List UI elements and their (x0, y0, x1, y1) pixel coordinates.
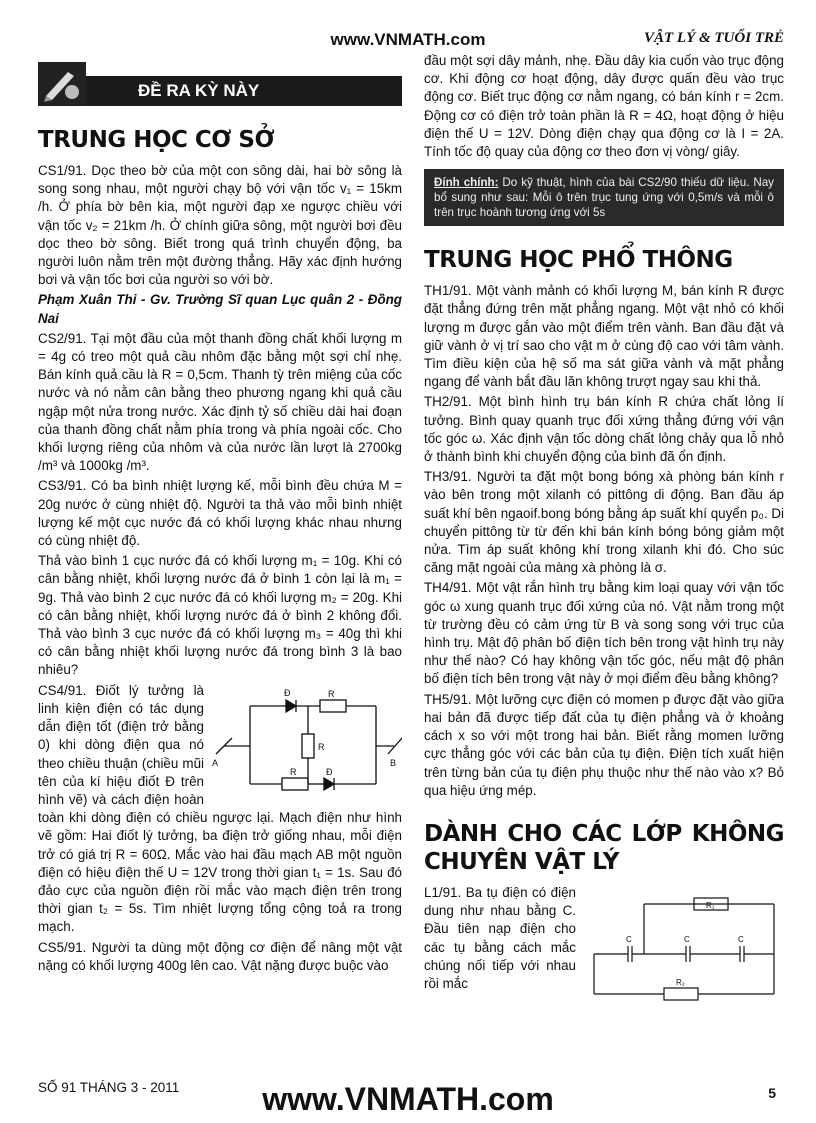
section-banner (38, 62, 402, 106)
problem-th4: TH4/91. Một vật rắn hình trụ bằng kim loại quay với vận tốc góc ω xung quanh trục đối xứng của nó. Vật nằm trong một từ trường đều có cảm ứng từ B và song song với trục của hình trụ. Mật độ phân bố điện tích bên trong vật hình trụ này như thế nào? Có hay không vận tốc góc, nếu mật độ phân bố điện tích bên trong vật này ở mọi điểm đều bằng không? (424, 580, 784, 687)
fig1-label-r-mid: R (318, 741, 325, 752)
problem-cs5: CS5/91. Người ta dùng một động cơ điện để nâng một vật nặng có khối lượng 400g lên cao. Vật nặng được buộc vào (38, 939, 402, 973)
erratum-text: Do kỹ thuật, hình của bài CS2/90 thiếu dữ liệu. Nay bổ sung như sau: Mỗi ô trên trục tung ứng với 0,5m/s và mỗi ô trên trục hoành tương ứng với 5s (434, 176, 774, 220)
fig2-label-c1: C (626, 934, 632, 944)
problem-th2: TH2/91. Một bình hình trụ bán kính R chứa chất lỏng lí tưởng. Bình quay quanh trục đối xứng thẳng đứng với vận tốc góc ω. Xác định vận tốc dòng chất lỏng chảy qua lỗ nhỏ ở thành bình khi chuyển động của bình đã ổn định. (424, 394, 784, 465)
capacitor-circuit-figure (584, 884, 784, 1009)
problem-th5: TH5/91. Một lưỡng cực điện có momen p được đặt vào giữa hai bản đã được tiếp đất của tụ điện phẳng và ở khoảng cách x so với một trong hai bản. Biết rằng momen lưỡng cực thẳng góc với các bản của tụ điện. Điện tích xuất hiện trên từng bản của tụ điện phụ thuộc như thế nào vào x? Bỏ qua hiệu ứng mép. (424, 691, 784, 798)
problem-cs2: CS2/91. Tại một đầu của một thanh đồng chất khối lượng m = 4g có treo một quả cầu nhôm đặc bằng một sợi chỉ nhẹ. Bán kính quả cầu là R = 0,5cm. Thanh tỳ trên miệng của cốc nước và nó nằm cân bằng theo phương ngang khi quả cầu ngập một nửa trong nước. Xác định tỷ số chiều dài hai đoạn của thanh đồng chất nằm phía trong và phía ngoài cốc. Cho khối lượng riêng của nhôm và của nước lần lượt là 2700kg /m³ và 1000kg /m³. (38, 330, 402, 474)
problem-th3: TH3/91. Người ta đặt một bong bóng xà phòng bán kính r vào bên trong một xilanh có pittông di động. Ban đầu áp suất khí bên ngaoif.bong bóng bằng áp suất khí quyển p₀. Di chuyển pittông từ từ đến khi bán kính bóng bóng giảm một nửa. Tìm áp suất không khí trong xilanh khi đó. Cho súc căng mặt ngoài của màng xà phòng là σ. (424, 469, 784, 576)
fig1-label-b: B (390, 757, 397, 768)
section-heading-thcs: TRUNG HỌC CƠ SỞ (38, 127, 275, 153)
problem-cs3-part1: CS3/91. Có ba bình nhiệt lượng kế, mỗi bình đều chứa M = 20g nước ở cùng nhiệt độ. Người ta thả vào mỗi bình nhiệt lượng kế một cục nước đá có khối lượng khác nhau nhưng có cùng nhiệt độ. (38, 478, 402, 549)
magazine-name: VẬT LÝ & TUỔI TRẺ (643, 30, 784, 46)
fig1-label-a: A (212, 757, 219, 768)
section-heading-non-specialized: DÀNH CHO CÁC LỚP KHÔNG CHUYÊN VẬT LÝ (424, 820, 784, 875)
fig1-label-r-bot: R (290, 766, 297, 777)
fig1-label-d-bot: Đ (326, 766, 333, 777)
fig2-label-c3: C (738, 934, 744, 944)
header-url: www.VNMATH.com (330, 30, 486, 49)
fig2-label-r2: R₂ (676, 977, 685, 987)
left-column (38, 52, 402, 977)
footer-url: www.VNMATH.com (262, 1081, 554, 1117)
section-heading-thpt: TRUNG HỌC PHỔ THÔNG (424, 247, 733, 274)
problem-l1: L1/91. Ba tụ điện có điện dung như nhau bằng C. Đầu tiên nạp điện cho các tụ bằng cách mắc chúng nối tiếp với nhau rồi mắc (424, 884, 576, 991)
fig1-label-r-top: R (328, 688, 335, 699)
erratum-key: Đính chính: (434, 176, 499, 190)
problem-cs3-part2: Thả vào bình 1 cục nước đá có khối lượng m₁ = 10g. Khi có cân bằng nhiệt, khối lượng nước đá ở bình 1 còn lại là m₁ = 9g. Thả vào bình 2 cục nước đá có khối lượng m₂ = 20g. Khi có cân bằng nhiệt, khối lượng nước đá ở bình 2 không đổi. Thả vào bình 3 cục nước đá có khối lượng m₃ = 40g thì khi có cân bằng nhiệt khối lượng nước đá trong bình 3 là bao nhiêu? (38, 553, 402, 678)
author-signature: Phạm Xuân Thi - Gv. Trường Sĩ quan Lục quân 2 - Đồng Nai (38, 292, 402, 326)
diode-circuit-figure (212, 684, 402, 804)
fig2-label-r1: R₁ (706, 900, 715, 910)
issue-info: SỐ 91 THÁNG 3 - 2011 (38, 1080, 180, 1095)
erratum-box (424, 169, 784, 226)
fig1-label-d-top: Đ (284, 687, 291, 698)
problem-th1: TH1/91. Một vành mảnh có khối lượng M, bán kính R được đặt thẳng đứng trên mặt phẳng ngang. Một vật nhỏ có khối lượng m được gắn vào một điểm trên vành. Ban đầu đặt và giữ vành ở vị trí sao cho vật m ở cùng độ cao với tâm vành. Tìm điều kiện của hệ số ma sát giữa vành và mặt phẳng ngang để vành bắt đầu lăn không trượt ngay sau khi thả. (424, 283, 784, 390)
banner-title: ĐỀ RA KỲ NÀY (86, 76, 402, 106)
fig2-label-c2: C (684, 934, 690, 944)
page-number: 5 (768, 1085, 776, 1101)
problem-cs4: CS4/91. Điốt lý tưởng là linh kiện điện có tác dụng dẫn điện tốt (điện trở bằng 0) khi dòng điện qua nó theo chiều thuận (chiều mũi tên của kí hiệu điốt Đ trên hình vẽ) và cách điện hoàn toàn khi dòng điện có chiều ngược lại. Mạch điện như hình vẽ gồm: Hai điốt lý tưởng, ba điện trở giống nhau, mỗi điện trở có giá trị R = 60Ω. Mắc vào hai đầu mạch AB một nguồn điện có hiệu điện thế U = 12V trong thời gian t₁ = 1s. Sau đó đảo cực của nguồn điện rồi mắc vào mạch điện trên trong thời gian t₂ = 5s. Tìm nhiệt lượng tổng cộng toả ra trong mạch. (38, 682, 402, 935)
problem-cs5-continued: đầu một sợi dây mảnh, nhẹ. Đầu dây kia cuốn vào trục động cơ. Khi động cơ hoạt động, dây được quấn đều vào trục động cơ. Biết trục động cơ nằm ngang, có bán kính r = 2cm. Động cơ có điện trở toàn phần là R = 4Ω, hoạt động ở hiệu điện thế U = 12V. Dòng điện chạy qua động cơ là I = 2A. Tính tốc độ quay của động cơ theo đơn vị vòng/ giây. (424, 53, 784, 160)
problem-cs1: CS1/91. Dọc theo bờ của một con sông dài, hai bờ sông là song song nhau, một người chạy bộ với vận tốc v₁ = 15km /h. Ở phía bờ bên kia, một người đạp xe ngược chiều với vận tốc v₂ = 21km /h. Ở chính giữa sông, một người bơi đều dọc theo bờ sông. Biết trong quá trình chuyển động, ba người luôn nằm trên một đường thẳng. Hãy xác định hướng bơi và vận tốc bơi của người so với bờ. (38, 163, 402, 288)
right-column (424, 52, 784, 1011)
pen-hand-icon (38, 62, 86, 106)
